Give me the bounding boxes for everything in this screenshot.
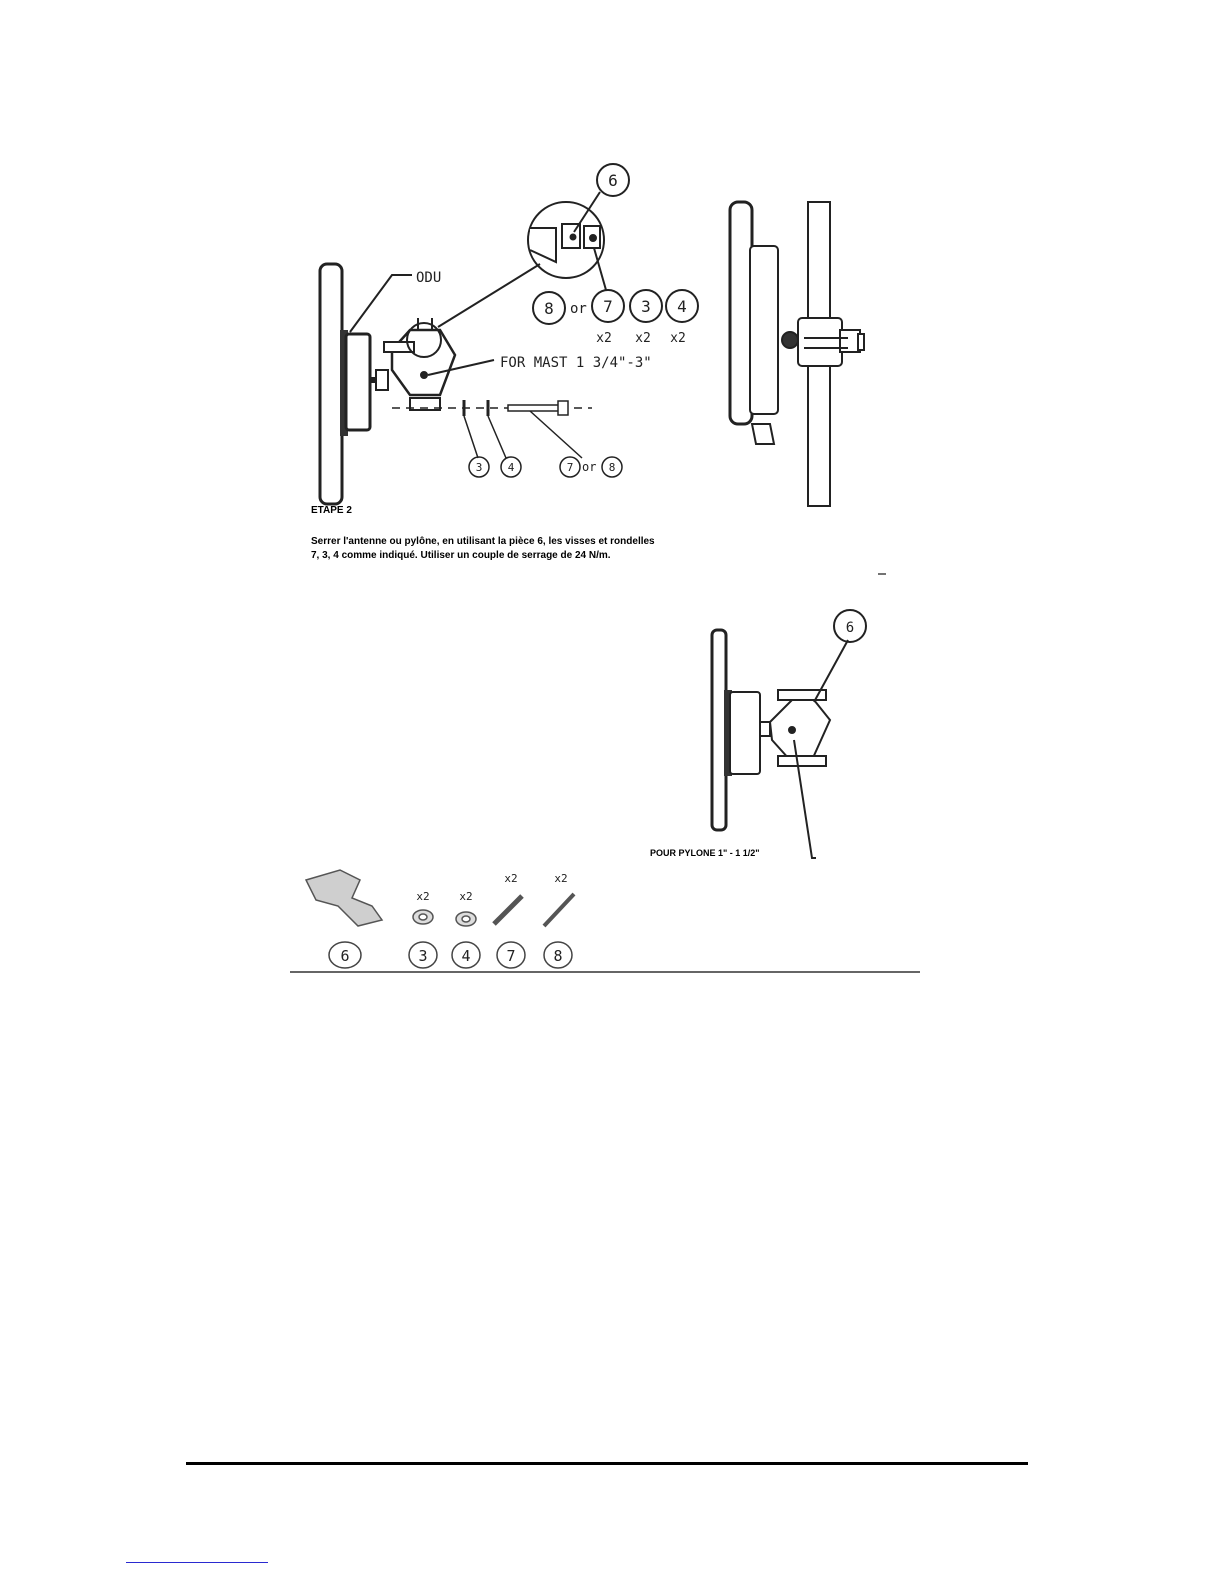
step-line-1: Serrer l'antenne ou pylône, en utilisant la pièce 6, les visses et rondelles [311, 536, 655, 547]
step-line-2: 7, 3, 4 comme indiqué. Utiliser un couple de serrage de 24 N/m. [311, 550, 611, 561]
part-7-qty: x2 [596, 331, 612, 346]
part-3-label: 3 [641, 297, 651, 316]
kit-num-6: 6 [340, 947, 350, 965]
callout-6-label: 6 [608, 171, 618, 190]
callout-7: 7 [566, 461, 574, 474]
kit-qty-4: x2 [459, 890, 473, 903]
or-word: or [570, 301, 587, 317]
assembled-mast-view [730, 202, 864, 506]
antenna-panel [320, 264, 342, 504]
odu-box [346, 334, 370, 430]
kit-num-4: 4 [461, 947, 471, 965]
kit-qty-7: x2 [504, 872, 518, 885]
footer-link-underline [126, 1562, 268, 1563]
footer-rule [186, 1462, 1028, 1465]
kit-num-7: 7 [506, 947, 516, 965]
mast-size-label: FOR MAST 1 3/4"-3" [500, 355, 652, 371]
part-4-label: 4 [677, 297, 687, 316]
kit-num-8: 8 [553, 947, 563, 965]
part-8-label: 8 [544, 299, 554, 318]
bolt-8 [544, 894, 574, 926]
bolt-7 [494, 896, 522, 924]
parts-kit [306, 870, 574, 926]
odu-label: ODU [416, 270, 442, 286]
or-word-bottom: or [582, 460, 597, 474]
part-4-qty: x2 [670, 331, 686, 346]
callout-4: 4 [507, 461, 515, 474]
bracket-part-6 [306, 870, 382, 926]
callout-3: 3 [475, 461, 483, 474]
kit-num-3: 3 [418, 947, 428, 965]
pylone-size-label: POUR PYLONE 1" - 1 1/2" [650, 848, 760, 858]
callout-8: 8 [608, 461, 616, 474]
pylone-mount-view [712, 610, 866, 858]
step-title: ETAPE 2 [311, 505, 352, 516]
kit-qty-8: x2 [554, 872, 568, 885]
kit-qty-3: x2 [416, 890, 430, 903]
part-7-label: 7 [603, 297, 613, 316]
pylone-callout-6: 6 [845, 620, 855, 636]
part-3-qty: x2 [635, 331, 651, 346]
